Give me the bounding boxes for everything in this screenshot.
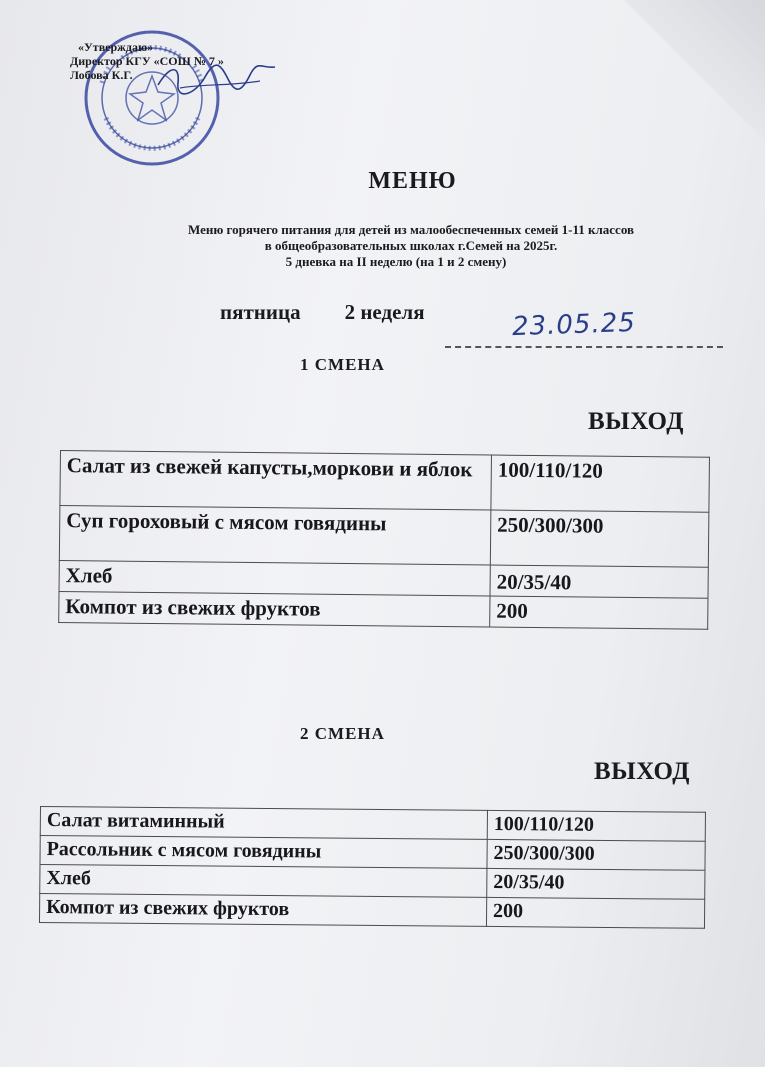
dish-portion: 250/300/300 bbox=[490, 510, 709, 567]
dish-portion: 100/110/120 bbox=[491, 455, 710, 512]
shift-2-heading: 2 СМЕНА bbox=[300, 724, 385, 743]
dish-name: Салат из свежей капусты,моркови и яблок bbox=[60, 451, 492, 511]
shift-2-output-label: ВЫХОД bbox=[594, 758, 690, 785]
dish-name: Хлеб bbox=[59, 560, 490, 596]
director-signature bbox=[150, 55, 280, 100]
subtitle-line-1: Меню горячего питания для детей из малообеспеченных семей 1-11 классов bbox=[187, 222, 635, 237]
dish-name: Хлеб bbox=[40, 865, 487, 898]
approval-line-1: «Утверждаю» bbox=[78, 40, 154, 54]
approval-line-3: Лобова К.Г. bbox=[70, 68, 133, 82]
week-label: 2 неделя bbox=[344, 300, 425, 324]
approval-line-2: Директор КГУ «СОШ № 7 » bbox=[70, 54, 224, 68]
date-dashed-line bbox=[445, 346, 723, 348]
dish-portion: 250/300/300 bbox=[487, 839, 705, 870]
dish-portion: 100/110/120 bbox=[487, 810, 705, 841]
subtitle-line-3: 5 дневка на II неделю (на 1 и 2 смену) bbox=[285, 254, 507, 269]
dish-name: Компот из свежих фруктов bbox=[39, 894, 486, 927]
dish-name: Компот из свежих фруктов bbox=[59, 591, 490, 627]
dish-portion: 20/35/40 bbox=[487, 868, 705, 899]
menu-subtitle bbox=[0, 222, 765, 270]
dish-name: Рассольник с мясом говядины bbox=[40, 836, 487, 869]
day-week-line bbox=[220, 300, 469, 325]
handwritten-date: 23.05.25 bbox=[511, 307, 637, 343]
paper-corner-fold bbox=[605, 0, 765, 150]
dish-name: Салат витаминный bbox=[40, 807, 487, 840]
shift-2-menu-table bbox=[39, 806, 706, 929]
dish-portion: 200 bbox=[490, 596, 708, 629]
subtitle-line-2: в общеобразовательных школах г.Семей на 2025г. bbox=[264, 238, 558, 253]
table-row bbox=[39, 894, 704, 929]
page-title: МЕНЮ bbox=[368, 168, 457, 194]
table-row bbox=[59, 591, 708, 629]
dish-portion: 20/35/40 bbox=[490, 565, 708, 598]
shift-1-menu-table bbox=[58, 450, 710, 630]
shift-1-output-label: ВЫХОД bbox=[588, 408, 684, 435]
dish-portion: 200 bbox=[486, 897, 704, 928]
table-row bbox=[59, 506, 709, 568]
weekday-label: пятница bbox=[220, 300, 301, 324]
shift-1-heading: 1 СМЕНА bbox=[300, 355, 385, 374]
dish-name: Суп гороховый с мясом говядины bbox=[59, 506, 491, 566]
table-row bbox=[60, 451, 710, 513]
